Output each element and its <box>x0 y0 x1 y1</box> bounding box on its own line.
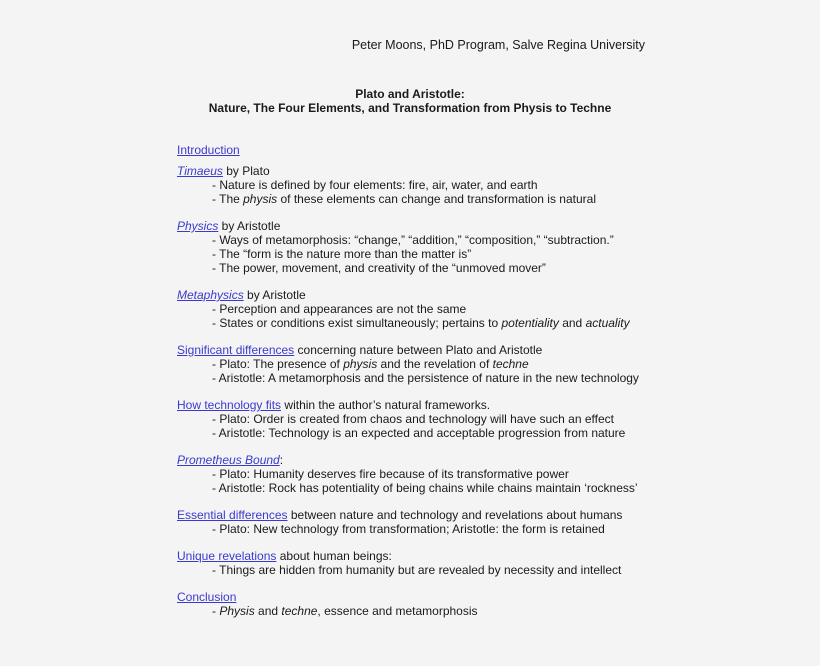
heading-text: concerning nature between Plato and Aristotle <box>294 343 543 357</box>
list-item: - Aristotle: Technology is an expected and acceptable progression from nature <box>212 426 626 440</box>
list-item: - Perception and appearances are not the same <box>212 302 467 316</box>
timaeus-link[interactable]: Timaeus <box>177 164 223 178</box>
significant-differences-link[interactable]: Significant differences <box>177 343 295 357</box>
list-item: - The power, movement, and creativity of the “unmoved mover” <box>212 261 546 275</box>
list-item: - The “form is the nature more than the matter is” <box>212 247 472 261</box>
list-item: - Aristotle: Rock has potentiality of being chains while chains maintain ‘rockness’ <box>212 481 638 495</box>
heading-text: between nature and technology and revelations about humans <box>287 508 623 522</box>
heading-text: within the author’s natural frameworks. <box>281 398 491 412</box>
list-item: - Plato: Humanity deserves fire because of its transformative power <box>212 467 569 481</box>
list-item: - Things are hidden from humanity but are revealed by necessity and intellect <box>212 563 622 577</box>
introduction-link[interactable]: Introduction <box>177 143 240 157</box>
section-physics <box>177 219 797 275</box>
list-item: - Plato: New technology from transformation; Aristotle: the form is retained <box>212 522 605 536</box>
section-introduction <box>177 143 797 157</box>
unique-revelations-link[interactable]: Unique revelations <box>177 549 277 563</box>
list-item: - Nature is defined by four elements: fire, air, water, and earth <box>212 178 538 192</box>
title-line-1: Plato and Aristotle: <box>355 87 465 101</box>
list-item: - Plato: Order is created from chaos and technology will have such an effect <box>212 412 614 426</box>
list-item: - States or conditions exist simultaneously; pertains to potentiality and actuality <box>212 316 630 330</box>
how-technology-fits-link[interactable]: How technology fits <box>177 398 282 412</box>
list-item: - Aristotle: A metamorphosis and the persistence of nature in the new technology <box>212 371 639 385</box>
list-item: - Plato: The presence of physis and the revelation of techne <box>212 357 529 371</box>
essential-differences-link[interactable]: Essential differences <box>177 508 288 522</box>
list-item: - Ways of metamorphosis: “change,” “addition,” “composition,” “subtraction.” <box>212 233 614 247</box>
outline <box>177 143 797 631</box>
heading-text: : <box>279 453 284 467</box>
title-line-2: Nature, The Four Elements, and Transformation from Physis to Techne <box>208 101 612 115</box>
heading-text: by Plato <box>222 164 270 178</box>
physics-link[interactable]: Physics <box>177 219 219 233</box>
heading-text: by Aristotle <box>243 288 306 302</box>
section-essential-differences <box>177 508 797 536</box>
section-conclusion <box>177 590 797 618</box>
section-unique-revelations <box>177 549 797 577</box>
section-prometheus-bound <box>177 453 797 495</box>
author-line: Peter Moons, PhD Program, Salve Regina University <box>351 38 645 52</box>
prometheus-bound-link[interactable]: Prometheus Bound <box>177 453 280 467</box>
list-item: - The physis of these elements can change and transformation is natural <box>212 192 596 206</box>
section-significant-differences <box>177 343 797 385</box>
metaphysics-link[interactable]: Metaphysics <box>177 288 244 302</box>
conclusion-link[interactable]: Conclusion <box>177 590 237 604</box>
section-how-technology-fits <box>177 398 797 440</box>
heading-text: about human beings: <box>276 549 392 563</box>
document-title <box>177 87 643 115</box>
section-timaeus <box>177 164 797 206</box>
section-metaphysics <box>177 288 797 330</box>
heading-text: by Aristotle <box>218 219 281 233</box>
list-item: - Physis and techne, essence and metamorphosis <box>212 604 478 618</box>
